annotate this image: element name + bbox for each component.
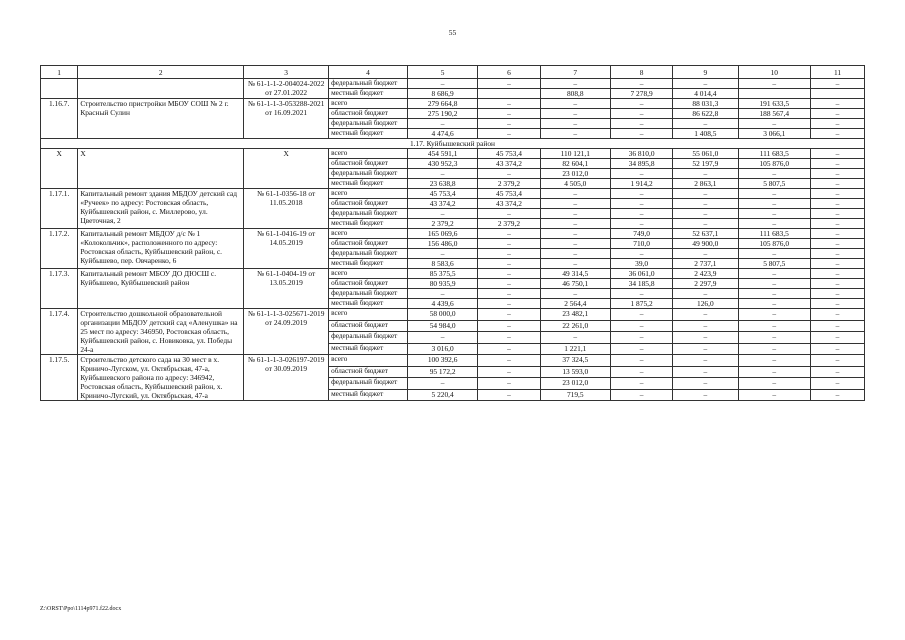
value-cell: – (673, 343, 738, 355)
header-cell: 1 (41, 66, 78, 79)
value-cell: – (540, 239, 610, 249)
value-cell: 37 324,5 (540, 355, 610, 367)
value-cell: – (738, 366, 811, 378)
table-row (41, 79, 865, 89)
value-cell: 22 261,0 (540, 320, 610, 332)
page-number: 55 (448, 28, 457, 37)
value-cell: 808,8 (540, 89, 610, 99)
value-cell: – (811, 309, 865, 321)
value-cell: – (811, 229, 865, 239)
value-cell: – (738, 249, 811, 259)
budget-label: федеральный бюджет (329, 332, 408, 344)
value-cell: – (673, 378, 738, 390)
value-cell: – (611, 109, 673, 119)
value-cell: – (540, 219, 610, 229)
budget-label: федеральный бюджет (329, 169, 408, 179)
budget-label: федеральный бюджет (329, 209, 408, 219)
value-cell: 2 863,1 (673, 179, 738, 189)
budget-label: федеральный бюджет (329, 378, 408, 390)
value-cell: – (738, 289, 811, 299)
value-cell: 43 374,2 (407, 199, 477, 209)
value-cell: – (407, 332, 477, 344)
value-cell: 23 638,8 (407, 179, 477, 189)
value-cell: – (478, 269, 540, 279)
item-name: Х (78, 149, 244, 189)
value-cell: 52 197,9 (673, 159, 738, 169)
value-cell: – (673, 169, 738, 179)
value-cell: 23 482,1 (540, 309, 610, 321)
value-cell: – (811, 209, 865, 219)
value-cell: – (407, 79, 477, 89)
value-cell: – (811, 332, 865, 344)
value-cell: – (673, 189, 738, 199)
value-cell: 55 061,0 (673, 149, 738, 159)
value-cell: – (811, 320, 865, 332)
value-cell: – (738, 309, 811, 321)
value-cell: 126,0 (673, 299, 738, 309)
value-cell: – (811, 169, 865, 179)
header-cell: 11 (811, 66, 865, 79)
budget-label: местный бюджет (329, 259, 408, 269)
value-cell: 2 737,1 (673, 259, 738, 269)
value-cell: 749,0 (611, 229, 673, 239)
header-cell: 10 (738, 66, 811, 79)
value-cell: – (478, 229, 540, 239)
budget-label: местный бюджет (329, 389, 408, 401)
value-cell: – (478, 279, 540, 289)
value-cell: 88 031,3 (673, 99, 738, 109)
value-cell: 430 952,3 (407, 159, 477, 169)
value-cell: – (811, 219, 865, 229)
value-cell: – (811, 366, 865, 378)
header-cell: 5 (407, 66, 477, 79)
value-cell: – (611, 199, 673, 209)
value-cell: 1 875,2 (611, 299, 673, 309)
value-cell: – (738, 209, 811, 219)
header-cell: 2 (78, 66, 244, 79)
value-cell: – (478, 239, 540, 249)
header-cell: 8 (611, 66, 673, 79)
value-cell: – (478, 343, 540, 355)
budget-label: федеральный бюджет (329, 249, 408, 259)
value-cell: – (478, 389, 540, 401)
value-cell: – (478, 332, 540, 344)
value-cell: – (478, 259, 540, 269)
value-cell: – (738, 219, 811, 229)
header-cell: 7 (540, 66, 610, 79)
value-cell: – (673, 79, 738, 89)
value-cell: 110 121,1 (540, 149, 610, 159)
table-row (41, 189, 865, 199)
budget-label: всего (329, 355, 408, 367)
budget-label: местный бюджет (329, 343, 408, 355)
budget-label: федеральный бюджет (329, 119, 408, 129)
value-cell: – (811, 343, 865, 355)
value-cell: – (611, 219, 673, 229)
value-cell: 34 895,8 (611, 159, 673, 169)
value-cell: – (738, 199, 811, 209)
value-cell: 23 012,0 (540, 378, 610, 390)
value-cell: – (811, 355, 865, 367)
value-cell: – (611, 129, 673, 139)
value-cell: – (611, 378, 673, 390)
value-cell: 105 876,0 (738, 239, 811, 249)
approval-number: № 61-1-0404-19 от 13.05.2019 (244, 269, 329, 309)
budget-table (40, 65, 865, 401)
value-cell: – (407, 249, 477, 259)
value-cell: 111 683,5 (738, 229, 811, 239)
value-cell: – (811, 159, 865, 169)
budget-label: местный бюджет (329, 179, 408, 189)
table-row (41, 355, 865, 367)
value-cell: – (811, 378, 865, 390)
value-cell: – (738, 279, 811, 289)
value-cell: 36 061,0 (611, 269, 673, 279)
value-cell: – (478, 79, 540, 89)
value-cell: – (673, 219, 738, 229)
value-cell: – (540, 99, 610, 109)
value-cell: – (611, 332, 673, 344)
approval-number: № 61-1-1-3-025671-2019 от 24.09.2019 (244, 309, 329, 355)
value-cell: – (611, 366, 673, 378)
value-cell: – (407, 209, 477, 219)
value-cell: 2 297,9 (673, 279, 738, 289)
approval-number: № 61-1-1-3-053288-2021 от 16.09.2021 (244, 99, 329, 139)
value-cell (738, 89, 811, 99)
budget-label: всего (329, 149, 408, 159)
value-cell: – (738, 378, 811, 390)
budget-label: всего (329, 99, 408, 109)
value-cell: – (611, 169, 673, 179)
value-cell: – (811, 189, 865, 199)
header-cell: 4 (329, 66, 408, 79)
header-cell: 3 (244, 66, 329, 79)
value-cell: – (478, 169, 540, 179)
value-cell (478, 89, 540, 99)
value-cell: – (673, 289, 738, 299)
value-cell: – (407, 289, 477, 299)
value-cell: – (673, 209, 738, 219)
budget-label: областной бюджет (329, 239, 408, 249)
value-cell: 2 564,4 (540, 299, 610, 309)
value-cell: – (811, 289, 865, 299)
value-cell: 8 686,9 (407, 89, 477, 99)
approval-number: № 61-1-1-2-004024-2022 от 27.01.2022 (244, 79, 329, 99)
value-cell: – (673, 332, 738, 344)
value-cell: – (478, 355, 540, 367)
value-cell: – (478, 119, 540, 129)
item-name: Капитальный ремонт МБОУ ДО ДЮСШ с. Куйбышево, Куйбышевский район (78, 269, 244, 309)
value-cell: 1 914,2 (611, 179, 673, 189)
value-cell: – (811, 299, 865, 309)
budget-label: федеральный бюджет (329, 289, 408, 299)
table-row (41, 229, 865, 239)
budget-label: областной бюджет (329, 279, 408, 289)
value-cell: – (407, 169, 477, 179)
value-cell: – (811, 279, 865, 289)
value-cell: – (738, 269, 811, 279)
value-cell: – (540, 209, 610, 219)
value-cell: 46 750,1 (540, 279, 610, 289)
budget-label: всего (329, 189, 408, 199)
value-cell: – (811, 179, 865, 189)
value-cell: – (811, 129, 865, 139)
value-cell: – (811, 389, 865, 401)
value-cell: – (540, 229, 610, 239)
table-row (41, 149, 865, 159)
value-cell: – (478, 209, 540, 219)
budget-label: областной бюджет (329, 366, 408, 378)
value-cell: 2 379,2 (407, 219, 477, 229)
item-number: 1.17.1. (41, 189, 78, 229)
item-number: Х (41, 149, 78, 189)
value-cell: 34 185,8 (611, 279, 673, 289)
value-cell: 49 314,5 (540, 269, 610, 279)
approval-number: № 61-1-0356-18 от 11.05.2018 (244, 189, 329, 229)
item-number (41, 79, 78, 99)
header-row (41, 66, 865, 79)
value-cell: – (611, 189, 673, 199)
value-cell: 95 172,2 (407, 366, 477, 378)
table-row (41, 309, 865, 321)
budget-label: областной бюджет (329, 199, 408, 209)
value-cell: 275 190,2 (407, 109, 477, 119)
value-cell: – (738, 119, 811, 129)
value-cell: 105 876,0 (738, 159, 811, 169)
value-cell: 1 221,1 (540, 343, 610, 355)
value-cell: 5 807,5 (738, 259, 811, 269)
header-cell: 9 (673, 66, 738, 79)
value-cell (811, 89, 865, 99)
value-cell: – (611, 119, 673, 129)
budget-label: местный бюджет (329, 129, 408, 139)
value-cell: – (611, 209, 673, 219)
approval-number: № 61-1-1-3-026197-2019 от 30.09.2019 (244, 355, 329, 401)
budget-label: всего (329, 229, 408, 239)
value-cell: – (738, 299, 811, 309)
value-cell: – (673, 199, 738, 209)
value-cell: – (673, 366, 738, 378)
item-number: 1.17.4. (41, 309, 78, 355)
value-cell: – (407, 378, 477, 390)
value-cell: 80 935,9 (407, 279, 477, 289)
value-cell: 4 439,6 (407, 299, 477, 309)
value-cell: 39,0 (611, 259, 673, 269)
table-row (41, 269, 865, 279)
value-cell: – (811, 239, 865, 249)
value-cell: – (540, 79, 610, 89)
value-cell: – (811, 79, 865, 89)
value-cell: 5 220,4 (407, 389, 477, 401)
value-cell: 165 069,6 (407, 229, 477, 239)
value-cell: 7 278,9 (611, 89, 673, 99)
value-cell: – (611, 289, 673, 299)
table-row (41, 99, 865, 109)
value-cell: – (540, 332, 610, 344)
item-number: 1.17.5. (41, 355, 78, 401)
value-cell: – (540, 109, 610, 119)
value-cell: 156 486,0 (407, 239, 477, 249)
value-cell: – (478, 249, 540, 259)
value-cell: – (738, 332, 811, 344)
value-cell: 45 753,4 (407, 189, 477, 199)
approval-number: № 61-1-0416-19 от 14.05.2019 (244, 229, 329, 269)
value-cell: 191 633,5 (738, 99, 811, 109)
value-cell: 5 807,5 (738, 179, 811, 189)
approval-number: Х (244, 149, 329, 189)
value-cell: – (478, 320, 540, 332)
value-cell: – (611, 249, 673, 259)
value-cell: – (478, 366, 540, 378)
value-cell: 43 374,2 (478, 199, 540, 209)
value-cell: 82 604,1 (540, 159, 610, 169)
value-cell: – (738, 320, 811, 332)
value-cell: – (407, 119, 477, 129)
value-cell: 52 637,1 (673, 229, 738, 239)
budget-label: местный бюджет (329, 89, 408, 99)
value-cell: 86 622,8 (673, 109, 738, 119)
value-cell: – (811, 99, 865, 109)
value-cell: 3 016,0 (407, 343, 477, 355)
value-cell: 279 664,8 (407, 99, 477, 109)
value-cell: – (738, 169, 811, 179)
value-cell: – (673, 249, 738, 259)
value-cell: – (738, 79, 811, 89)
value-cell: – (478, 309, 540, 321)
value-cell: – (478, 289, 540, 299)
value-cell: 188 567,4 (738, 109, 811, 119)
value-cell: 454 591,1 (407, 149, 477, 159)
value-cell: – (540, 259, 610, 269)
value-cell: – (540, 129, 610, 139)
item-number: 1.17.2. (41, 229, 78, 269)
value-cell: 2 379,2 (478, 179, 540, 189)
value-cell: 3 066,1 (738, 129, 811, 139)
value-cell: – (811, 249, 865, 259)
value-cell: – (611, 79, 673, 89)
value-cell: 23 012,0 (540, 169, 610, 179)
value-cell: 54 984,0 (407, 320, 477, 332)
item-name: Строительство дошкольной образовательной организации МБДОУ детский сад «Аленушка» на 25 мест по адресу: 346950, Ростовская область, Куйбышевский район, с. Новиковка, ул. Победы 24-а (78, 309, 244, 355)
value-cell: 8 583,6 (407, 259, 477, 269)
value-cell: – (540, 289, 610, 299)
item-name: Капитальный ремонт здания МБДОУ детский сад «Ручеек» по адресу: Ростовская область, Куйбышевский район, с. Миллерово, ул. Цветочная, 2 (78, 189, 244, 229)
value-cell: – (811, 199, 865, 209)
value-cell: – (811, 109, 865, 119)
value-cell: 2 423,9 (673, 269, 738, 279)
value-cell: – (611, 343, 673, 355)
value-cell: – (611, 389, 673, 401)
value-cell: – (611, 309, 673, 321)
value-cell: – (811, 149, 865, 159)
value-cell: – (673, 119, 738, 129)
value-cell: 111 683,5 (738, 149, 811, 159)
value-cell: – (540, 199, 610, 209)
budget-label: всего (329, 309, 408, 321)
item-number: 1.17.3. (41, 269, 78, 309)
budget-label: областной бюджет (329, 320, 408, 332)
item-name: Капитальный ремонт МБДОУ д/с № 1 «Колокольчик», расположенного по адресу: Ростовская область, Куйбышевский район, с. Куйбышево, пер. Овчаренко, 6 (78, 229, 244, 269)
budget-label: местный бюджет (329, 219, 408, 229)
value-cell: – (540, 119, 610, 129)
value-cell: – (478, 129, 540, 139)
value-cell: – (673, 355, 738, 367)
value-cell: – (478, 299, 540, 309)
value-cell: – (540, 189, 610, 199)
value-cell: – (478, 109, 540, 119)
value-cell: – (540, 249, 610, 259)
header-cell: 6 (478, 66, 540, 79)
item-number: 1.16.7. (41, 99, 78, 139)
value-cell: – (738, 189, 811, 199)
value-cell: – (673, 320, 738, 332)
value-cell: 710,0 (611, 239, 673, 249)
value-cell: 45 753,4 (478, 149, 540, 159)
value-cell: 49 900,0 (673, 239, 738, 249)
value-cell: 36 810,0 (611, 149, 673, 159)
budget-label: всего (329, 269, 408, 279)
value-cell: – (811, 119, 865, 129)
value-cell: 4 014,4 (673, 89, 738, 99)
item-name (78, 79, 244, 99)
item-name: Строительство пристройки МБОУ СОШ № 2 г. Красный Сулин (78, 99, 244, 139)
budget-label: местный бюджет (329, 299, 408, 309)
value-cell: 43 374,2 (478, 159, 540, 169)
value-cell: – (611, 355, 673, 367)
value-cell: 1 408,5 (673, 129, 738, 139)
file-path: Z:\ORST\Ppo\1114p971.f22.docx (40, 606, 122, 612)
section-title: 1.17. Куйбышевский район (41, 139, 865, 149)
value-cell: – (738, 355, 811, 367)
item-name: Строительство детского сада на 30 мест в х. Криничо-Лугском, ул. Октябрьская, 47-а, Куйбышевского района по адресу: 346942, Ростовская область, Куйбышевский район, х. Криничо-Лугский, ул. Октябрьская, 47-а (78, 355, 244, 401)
value-cell: 13 593,0 (540, 366, 610, 378)
value-cell: – (478, 99, 540, 109)
value-cell: – (478, 378, 540, 390)
value-cell: 58 000,0 (407, 309, 477, 321)
budget-label: областной бюджет (329, 159, 408, 169)
value-cell: 4 474,6 (407, 129, 477, 139)
value-cell: – (673, 309, 738, 321)
budget-label: областной бюджет (329, 109, 408, 119)
value-cell: – (673, 389, 738, 401)
value-cell: 2 379,2 (478, 219, 540, 229)
value-cell: – (811, 259, 865, 269)
value-cell: – (738, 343, 811, 355)
value-cell: – (611, 320, 673, 332)
budget-label: федеральный бюджет (329, 79, 408, 89)
value-cell: 4 505,0 (540, 179, 610, 189)
value-cell: – (738, 389, 811, 401)
value-cell: 719,5 (540, 389, 610, 401)
value-cell: 45 753,4 (478, 189, 540, 199)
value-cell: 85 375,5 (407, 269, 477, 279)
table-row (41, 139, 865, 149)
value-cell: – (611, 99, 673, 109)
value-cell: 100 392,6 (407, 355, 477, 367)
value-cell: – (811, 269, 865, 279)
